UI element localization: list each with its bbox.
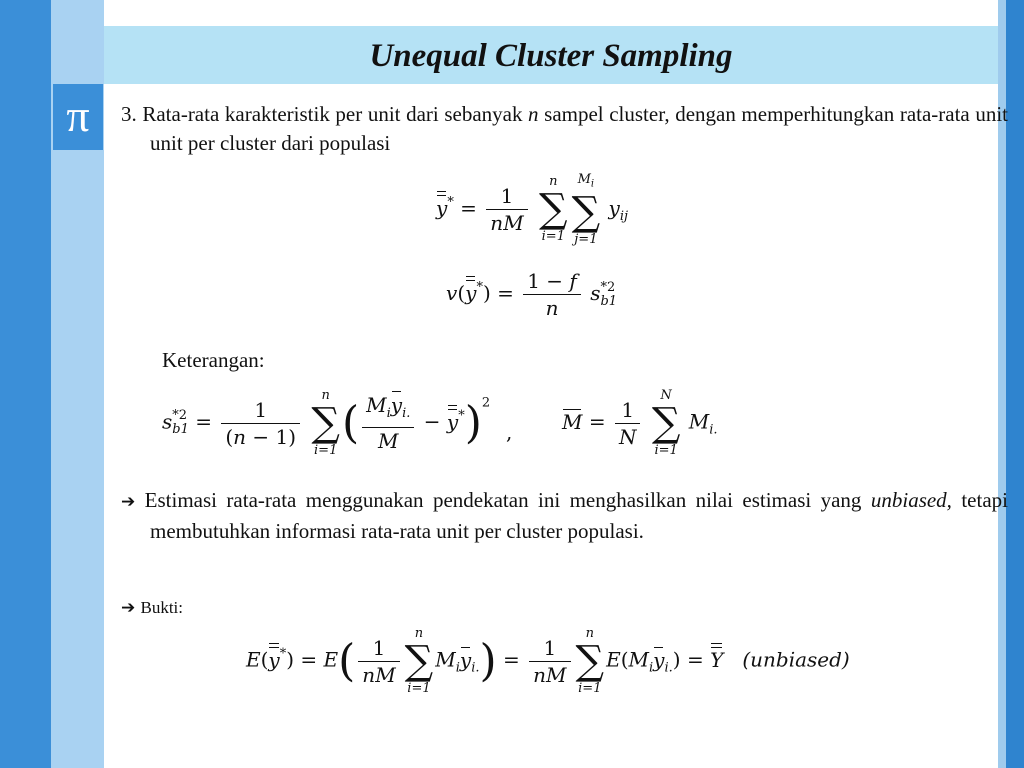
formula-proof: E(y*) = E( $\frac{1}{nM}$ n ∑ i=1 $M_iy_{i.}$) = $\frac{1}{nM}$ n ∑ i=1 $E(M_iy_{i.}) = Y$ (unbiased) (246, 626, 850, 696)
arrow-icon: ➔ (121, 492, 136, 512)
pi-logo-icon: π (53, 84, 103, 150)
comma-separator: , (506, 420, 513, 444)
keterangan-label: Keterangan: (162, 348, 265, 372)
formula-sb1: s *2 b1 = $\frac{1}{(n - 1)}$ n ∑ i=1 ( $\frac{M_iy_{i.}}{M}$ − y*)$^2$ (162, 388, 491, 458)
arrow-icon: ➔ (121, 598, 136, 618)
bukti-label: Bukti: (140, 598, 184, 617)
formula-mean-estimator: y* = $\frac{1}{nM}$ n ∑ i=1 $M_i$ ∑ j=1 $y_{ij}$ (436, 172, 629, 247)
left-stripe-dark (0, 0, 51, 768)
formula-mbar: M = $\frac{1}{N}$ N ∑ i=1 $M_{i.}$ (562, 388, 718, 458)
item-3-text (121, 100, 1008, 158)
slide-title: Unequal Cluster Sampling (369, 38, 733, 74)
formula-variance: v(y*) = $\frac{1 - f}{n}$ s *2 b1 (446, 269, 618, 320)
right-stripe-dark (1006, 0, 1024, 768)
unbiased-tag: (unbiased) (742, 647, 850, 672)
item-3-line: 3. Rata-rata karakteristik per unit dari sebanyak n sampel cluster, dengan memperhitungkan rata-rata unit unit per cluster dari populasi (121, 102, 1009, 155)
note-unbiased: ➔ Estimasi rata-rata menggunakan pendekatan ini menghasilkan nilai estimasi yang unbiased, tetapi membutuhkan informasi rata-rata unit per cluster populasi. (121, 488, 1008, 543)
bukti-line (121, 592, 979, 623)
